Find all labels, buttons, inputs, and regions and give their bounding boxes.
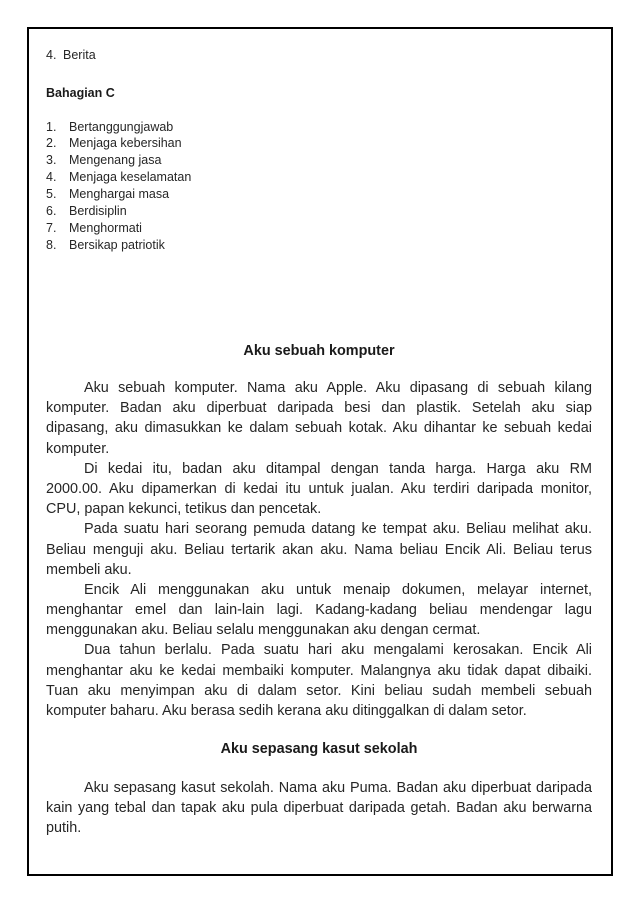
list-item xyxy=(46,203,191,220)
paragraph-line: Beliau menguji aku. Beliau tertarik akan aku. Nama beliau Encik Ali. Beliau terus xyxy=(46,541,592,558)
list-item xyxy=(46,186,191,203)
item-label: Menjaga kebersihan xyxy=(69,136,182,151)
item-number: 1. xyxy=(46,119,57,134)
item-label: Menjaga keselamatan xyxy=(69,170,192,185)
paragraph-line: menghantar aku ke kedai membaiki komputer. Malangnya aku tidak dapat dibaiki. xyxy=(46,662,592,679)
list-item xyxy=(46,47,96,63)
paragraph-line: 2000.00. Aku dipamerkan di kedai itu untuk jualan. Aku terdiri daripada monitor, xyxy=(46,480,592,497)
paragraph-line: kain yang tebal dan tapak aku pula diperbuat daripada getah. Badan aku berwarna xyxy=(46,800,592,817)
paragraph-line: Tuan aku menyimpan aku di dalam setor. Kini beliau sudah membeli sebuah xyxy=(46,682,592,699)
item-number: 4. xyxy=(46,48,57,62)
paragraph-line: komputer baharu. Aku berasa sedih kerana aku ditinggalkan di dalam setor. xyxy=(46,703,527,719)
item-number: 2. xyxy=(46,136,57,151)
list-item xyxy=(46,135,191,152)
item-number: 6. xyxy=(46,204,57,219)
item-number: 8. xyxy=(46,237,57,252)
item-label: Menghargai masa xyxy=(69,187,170,202)
list-item xyxy=(46,237,191,254)
paragraph-line: dipasang, aku dimasukkan ke dalam sebuah kotak. Aku dihantar ke sebuah kedai xyxy=(46,420,592,437)
story-body xyxy=(46,778,592,839)
paragraph-line: membeli aku. xyxy=(46,561,132,578)
paragraph xyxy=(46,778,592,839)
item-label: Berdisiplin xyxy=(69,204,127,219)
list-item xyxy=(46,152,191,169)
paragraph xyxy=(46,580,592,641)
paragraph-line: komputer. xyxy=(46,440,110,457)
item-label: Bersikap patriotik xyxy=(69,237,165,252)
paragraph-line: CPU, papan kekunci, tetikus dan pencetak. xyxy=(46,501,322,518)
paragraph-line: menggunakan aku. Beliau selalu menggunakan aku dengan cermat. xyxy=(46,622,481,639)
paragraph xyxy=(46,378,592,459)
item-label: Mengenang jasa xyxy=(69,153,162,168)
list-item xyxy=(46,119,191,136)
item-number: 7. xyxy=(46,220,57,235)
story-title: Aku sebuah komputer xyxy=(243,343,395,359)
item-label: Bertanggungjawab xyxy=(69,119,174,134)
paragraph-line: Di kedai itu, badan aku ditampal dengan tanda harga. Harga aku RM xyxy=(84,460,592,477)
paragraph-line: Dua tahun berlalu. Pada suatu hari aku mengalami kerosakan. Encik Ali xyxy=(84,642,592,659)
item-label: Berita xyxy=(63,48,96,62)
section-heading: Bahagian C xyxy=(46,86,115,100)
paragraph xyxy=(46,519,592,580)
paragraph-line: putih. xyxy=(46,820,82,837)
paragraph-line: Aku sebuah komputer. Nama aku Apple. Aku dipasang di sebuah kilang xyxy=(84,380,592,396)
paragraph xyxy=(46,640,592,721)
paragraph-line: Pada suatu hari seorang pemuda datang ke tempat aku. Beliau melihat aku. xyxy=(84,521,592,538)
paragraph xyxy=(46,459,592,520)
paragraph-line: Aku sepasang kasut sekolah. Nama aku Puma. Badan aku diperbuat daripada xyxy=(84,780,592,796)
item-number: 5. xyxy=(46,187,57,202)
paragraph-line: Encik Ali menggunakan aku untuk menaip dokumen, melayar internet, xyxy=(84,581,592,598)
item-number: 3. xyxy=(46,153,57,168)
paragraph-line: komputer. Badan aku diperbuat daripada besi dan plastik. Setelah aku siap xyxy=(46,400,592,417)
story-title: Aku sepasang kasut sekolah xyxy=(220,741,418,757)
story-body xyxy=(46,378,592,721)
paragraph-line: menghantar emel dan lain-lain lagi. Kadang-kadang beliau mendengar lagu xyxy=(46,602,592,619)
list-item xyxy=(46,169,191,186)
list-item xyxy=(46,220,191,237)
item-number: 4. xyxy=(46,170,57,185)
section-list xyxy=(46,119,191,254)
item-label: Menghormati xyxy=(69,220,142,235)
